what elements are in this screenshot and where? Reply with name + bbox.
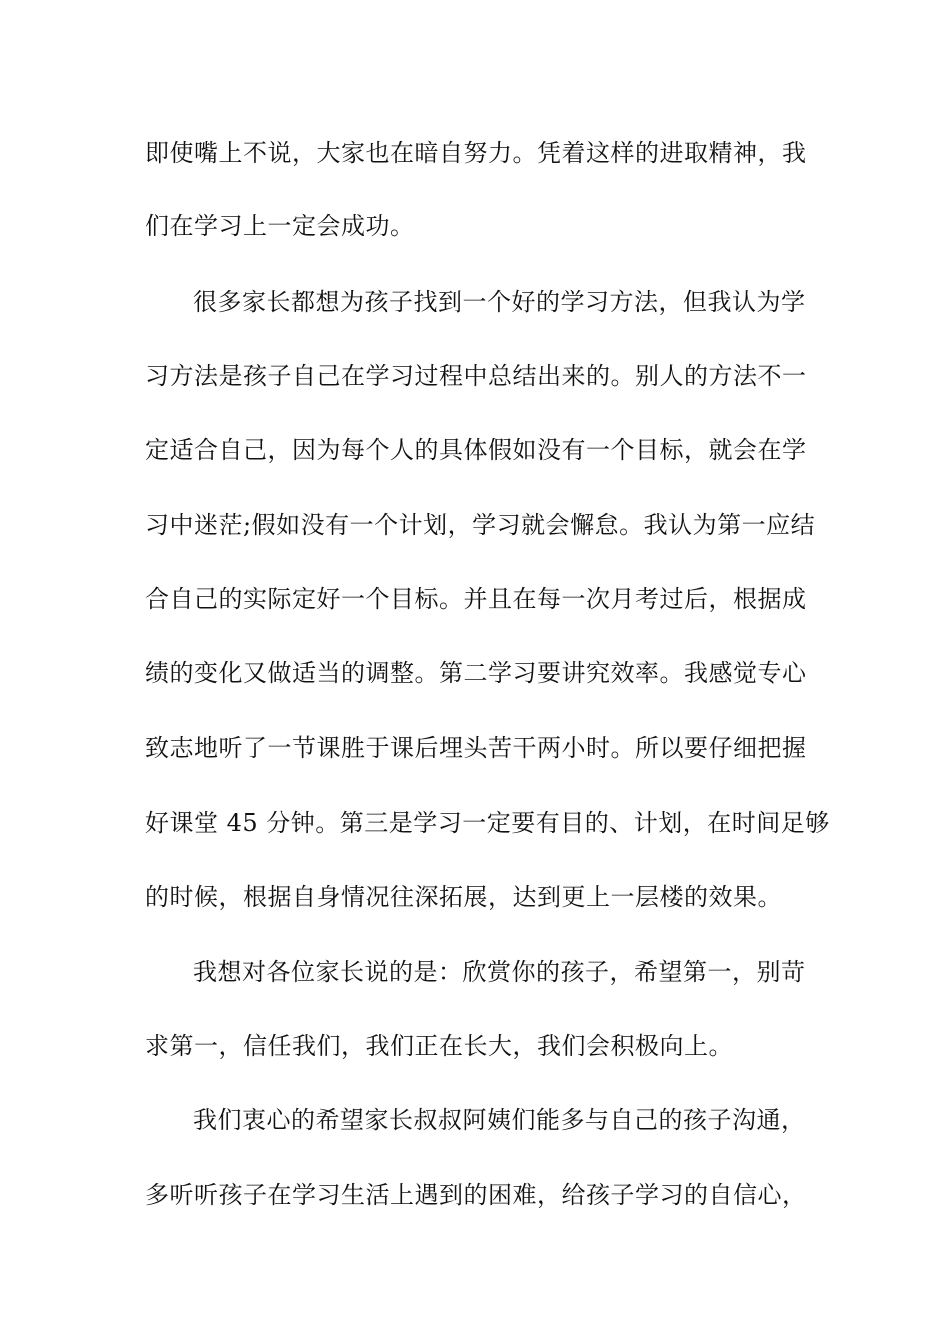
paragraph-start-line: 我想对各位家长说的是：欣赏你的孩子，希望第一，别苛 [193, 958, 806, 986]
paragraph-start-line: 我们衷心的希望家长叔叔阿姨们能多与自己的孩子沟通， [193, 1106, 806, 1134]
text-line: 好课堂 45 分钟。第三是学习一定要有目的、计划，在时间足够 [145, 809, 830, 837]
text-line: 求第一，信任我们，我们正在长大，我们会积极向上。 [145, 1032, 733, 1060]
text-line: 致志地听了一节课胜于课后埋头苦干两小时。所以要仔细把握 [145, 734, 807, 762]
text-line: 多听听孩子在学习生活上遇到的困难，给孩子学习的自信心， [145, 1181, 807, 1209]
text-line: 定适合自己，因为每个人的具体假如没有一个目标，就会在学 [145, 436, 807, 464]
text-line: 们在学习上一定会成功。 [145, 212, 415, 240]
paragraph-start-line: 很多家长都想为孩子找到一个好的学习方法，但我认为学 [193, 288, 806, 316]
text-line: 的时候，根据自身情况往深拓展，达到更上一层楼的效果。 [145, 883, 782, 911]
text-line: 即使嘴上不说，大家也在暗自努力。凭着这样的进取精神，我 [145, 139, 807, 167]
text-line: 习中迷茫;假如没有一个计划，学习就会懈怠。我认为第一应结 [145, 511, 816, 539]
text-line: 合自己的实际定好一个目标。并且在每一次月考过后，根据成 [145, 585, 807, 613]
text-line: 习方法是孩子自己在学习过程中总结出来的。别人的方法不一 [145, 362, 807, 390]
text-line: 绩的变化又做适当的调整。第二学习要讲究效率。我感觉专心 [145, 659, 807, 687]
